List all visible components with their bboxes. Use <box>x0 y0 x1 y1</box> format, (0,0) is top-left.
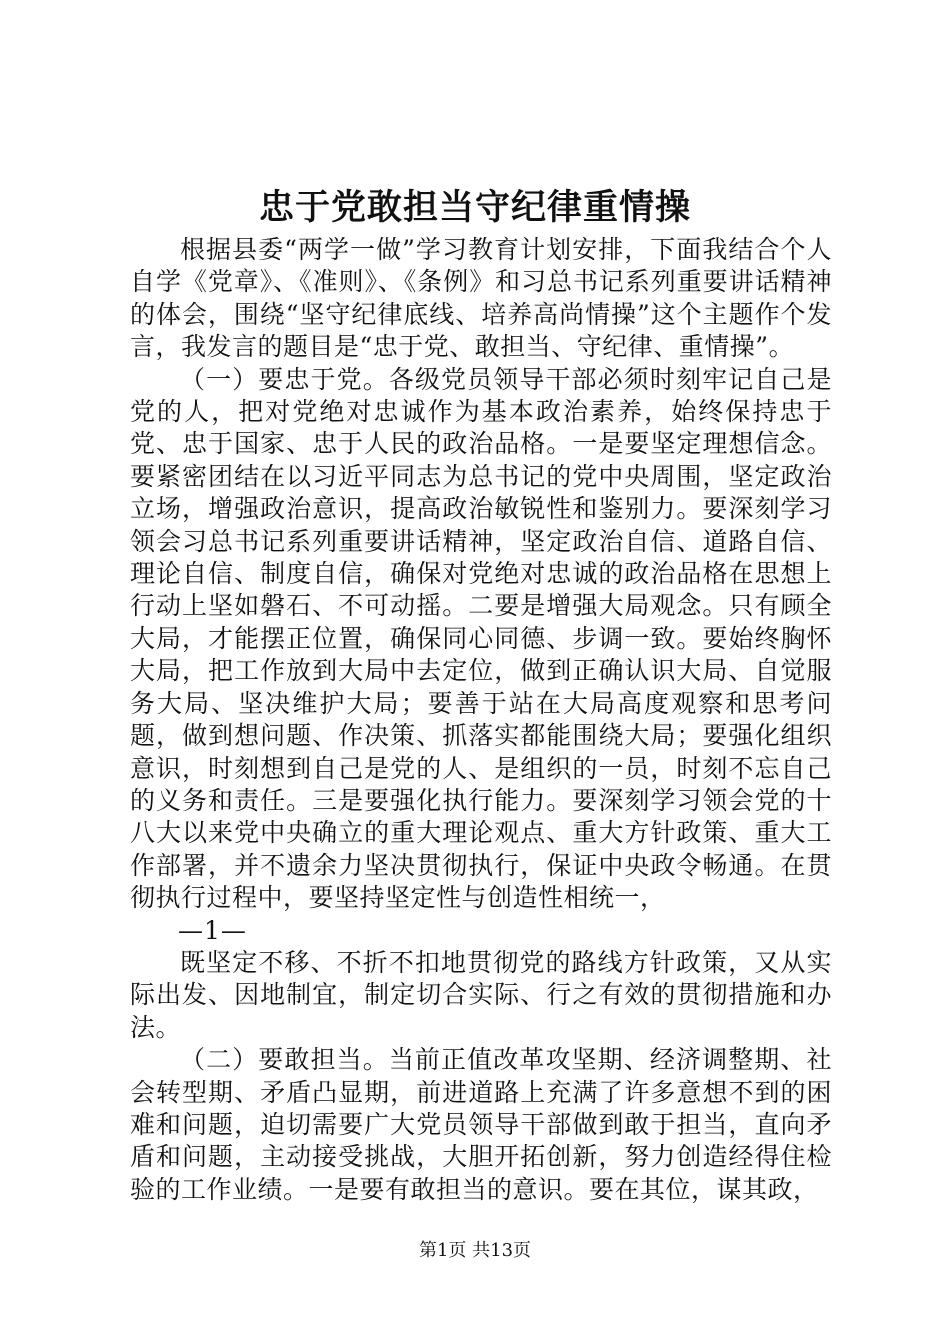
page-footer: 第1页 共13页 <box>418 1240 532 1261</box>
paragraph-section-one: （一）要忠于党。各级党员领导干部必须时刻牢记自己是党的人，把对党绝对忠诚作为基本政治素养，始终保持忠于党、忠于国家、忠于人民的政治品格。一是要坚定理想信念。要紧密团结在以习近平同志为总书记的党中央周围，坚定政治立场，增强政治意识，提高政治敏锐性和鉴别力。要深刻学习领会习总书记系列重要讲话精神，坚定政治自信、道路自信、理论自信、制度自信，确保对党绝对忠诚的政治品格在思想上行动上坚如磐石、不可动摇。二要是增强大局观念。只有顾全大局，才能摆正位置，确保同心同德、步调一致。要始终胸怀大局，把工作放到大局中去定位，做到正确认识大局、自觉服务大局、坚决维护大局；要善于站在大局高度观察和思考问题，做到想问题、作决策、抓落实都能围绕大局；要强化组织意识，时刻想到自己是党的人、是组织的一员，时刻不忘自己的义务和责任。三是要强化执行能力。要深刻学习领会党的十八大以来党中央确立的重大理论观点、重大方针政策、重大工作部署，并不遗余力坚决贯彻执行，保证中央政令畅通。在贯彻执行过程中，要坚持坚定性与创造性相统一， <box>130 364 832 913</box>
paragraph-intro: 根据县委“两学一做”学习教育计划安排，下面我结合个人自学《党章》、《准则》、《条例》和习总书记系列重要讲话精神的体会，围绕“坚守纪律底线、培养高尚情操”这个主题作个发言，我发言的题目是“忠于党、敢担当、守纪律、重情操”。 <box>130 235 832 362</box>
document-body <box>130 234 832 1206</box>
paragraph-section-two: （二）要敢担当。当前正值改革攻坚期、经济调整期、社会转型期、矛盾凸显期，前进道路上充满了许多意想不到的困难和问题，迫切需要广大党员领导干部做到敢于担当，直向矛盾和问题，主动接受挑战，大胆开拓创新，努力创造经得住检验的工作业绩。一是要有敢担当的意识。要在其位，谋其政， <box>130 1045 832 1204</box>
document-title: 忠于党敢担当守纪律重情操 <box>258 187 691 228</box>
paragraph-continuation: 既坚定不移、不折不扣地贯彻党的路线方针政策，又从实际出发、因地制宜，制定切合实际、行之有效的贯彻措施和办法。 <box>130 947 832 1042</box>
inline-page-marker: —1— <box>178 915 247 945</box>
